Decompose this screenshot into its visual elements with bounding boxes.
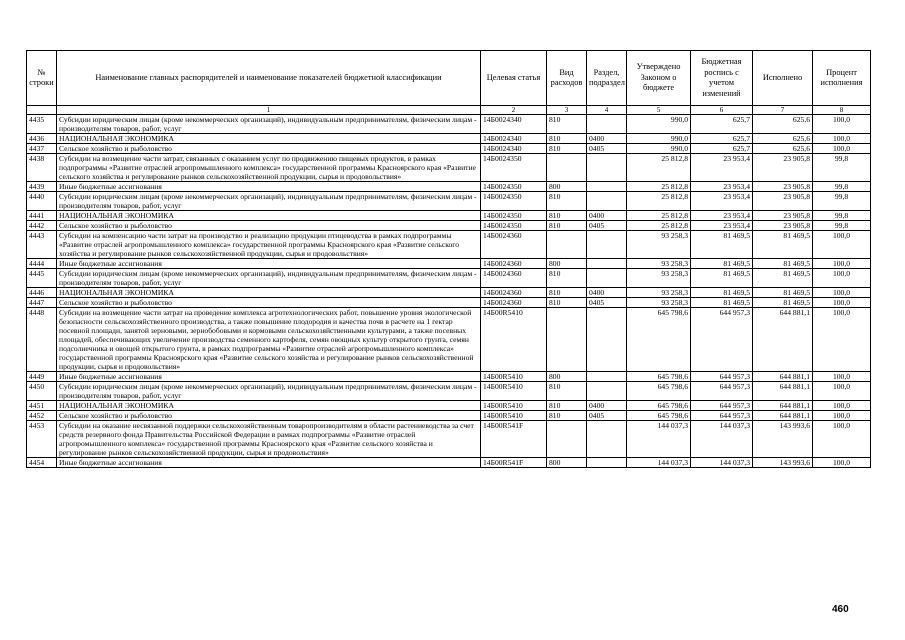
row-expense-type: 810 bbox=[547, 144, 587, 154]
row-percent: 100,0 bbox=[813, 269, 871, 288]
row-percent: 99,8 bbox=[813, 192, 871, 211]
row-number: 4437 bbox=[27, 144, 57, 154]
column-number: 4 bbox=[587, 106, 627, 115]
row-executed: 644 881,1 bbox=[753, 411, 813, 421]
row-executed: 625,6 bbox=[753, 134, 813, 144]
row-name: Субсидии юридическим лицам (кроме некоммерческих организаций), индивидуальным предпринимателям, физическим лицам - производителям товаров, работ, услуг bbox=[57, 269, 481, 288]
row-budget-schedule: 23 953,4 bbox=[691, 211, 753, 221]
row-name: Субсидии на компенсацию части затрат на производство и реализацию продукции птицеводства в рамках подпрограммы «Развитие отраслей агропромышленного комплекса» государственной программы Красноярского края «Развитие сельского хозяйства и регулирование рынков сельскохозяйственной продукции, сырья и продовольствия» bbox=[57, 231, 481, 259]
row-budget-schedule: 625,7 bbox=[691, 134, 753, 144]
row-section bbox=[587, 115, 627, 134]
row-target-article: 14Б00R5410 bbox=[481, 372, 547, 382]
row-expense-type bbox=[547, 231, 587, 259]
row-number: 4453 bbox=[27, 421, 57, 458]
row-budget-schedule: 625,7 bbox=[691, 115, 753, 134]
row-expense-type: 800 bbox=[547, 182, 587, 192]
row-executed: 644 881,1 bbox=[753, 401, 813, 411]
row-number: 4440 bbox=[27, 192, 57, 211]
row-section: 0405 bbox=[587, 411, 627, 421]
row-number: 4442 bbox=[27, 221, 57, 231]
row-percent: 100,0 bbox=[813, 288, 871, 298]
row-approved: 645 798,6 bbox=[627, 401, 691, 411]
column-number: 1 bbox=[57, 106, 481, 115]
row-budget-schedule: 644 957,3 bbox=[691, 372, 753, 382]
table-row bbox=[27, 458, 871, 468]
row-expense-type: 810 bbox=[547, 115, 587, 134]
row-section bbox=[587, 269, 627, 288]
table-row bbox=[27, 231, 871, 259]
row-executed: 81 469,5 bbox=[753, 288, 813, 298]
row-executed: 625,6 bbox=[753, 144, 813, 154]
table-row bbox=[27, 411, 871, 421]
table-row bbox=[27, 269, 871, 288]
row-name: Субсидии на возмещение части затрат, связанных с оказанием услуг по продвижению пищевых продуктов, в рамках подпрограммы «Развитие отраслей агропромышленного комплекса» государственной программы Красноярского края «Развитие сельского хозяйства и регулирование рынков сельскохозяйственной продукции, сырья и продовольствия» bbox=[57, 154, 481, 182]
row-executed: 23 905,8 bbox=[753, 211, 813, 221]
row-section: 0405 bbox=[587, 298, 627, 308]
row-expense-type: 810 bbox=[547, 411, 587, 421]
row-approved: 144 037,3 bbox=[627, 458, 691, 468]
row-approved: 93 258,3 bbox=[627, 288, 691, 298]
column-number-row bbox=[27, 106, 871, 115]
row-budget-schedule: 144 037,3 bbox=[691, 458, 753, 468]
row-number: 4452 bbox=[27, 411, 57, 421]
row-budget-schedule: 625,7 bbox=[691, 144, 753, 154]
row-number: 4451 bbox=[27, 401, 57, 411]
table-row bbox=[27, 192, 871, 211]
row-target-article: 14Б00R541F bbox=[481, 421, 547, 458]
row-target-article: 14Б0024350 bbox=[481, 221, 547, 231]
row-percent: 99,8 bbox=[813, 221, 871, 231]
header-executed: Исполнено bbox=[753, 51, 813, 106]
row-approved: 645 798,6 bbox=[627, 372, 691, 382]
header-name: Наименование главных распорядителей и наименование показателей бюджетной классификации bbox=[57, 51, 481, 106]
row-expense-type: 810 bbox=[547, 221, 587, 231]
row-percent: 100,0 bbox=[813, 458, 871, 468]
row-name: НАЦИОНАЛЬНАЯ ЭКОНОМИКА bbox=[57, 288, 481, 298]
row-budget-schedule: 644 957,3 bbox=[691, 401, 753, 411]
header-section: Раздел, подраздел bbox=[587, 51, 627, 106]
table-row bbox=[27, 154, 871, 182]
row-approved: 25 812,8 bbox=[627, 221, 691, 231]
row-section: 0400 bbox=[587, 134, 627, 144]
row-percent: 100,0 bbox=[813, 259, 871, 269]
row-expense-type: 810 bbox=[547, 269, 587, 288]
row-executed: 644 881,1 bbox=[753, 308, 813, 372]
row-executed: 644 881,1 bbox=[753, 372, 813, 382]
row-executed: 143 993,6 bbox=[753, 421, 813, 458]
row-target-article: 14Б0024350 bbox=[481, 182, 547, 192]
row-target-article: 14Б00R5410 bbox=[481, 411, 547, 421]
row-target-article: 14Б0024360 bbox=[481, 231, 547, 259]
row-section bbox=[587, 308, 627, 372]
row-name: НАЦИОНАЛЬНАЯ ЭКОНОМИКА bbox=[57, 401, 481, 411]
row-section bbox=[587, 154, 627, 182]
row-approved: 93 258,3 bbox=[627, 298, 691, 308]
row-budget-schedule: 644 957,3 bbox=[691, 308, 753, 372]
table-row bbox=[27, 298, 871, 308]
row-approved: 25 812,8 bbox=[627, 154, 691, 182]
row-expense-type bbox=[547, 308, 587, 372]
row-section bbox=[587, 192, 627, 211]
row-budget-schedule: 644 957,3 bbox=[691, 382, 753, 401]
row-executed: 143 993,6 bbox=[753, 458, 813, 468]
row-approved: 25 812,8 bbox=[627, 182, 691, 192]
row-section bbox=[587, 182, 627, 192]
row-target-article: 14Б00R5410 bbox=[481, 382, 547, 401]
row-percent: 100,0 bbox=[813, 144, 871, 154]
row-name: Иные бюджетные ассигнования bbox=[57, 259, 481, 269]
column-number bbox=[27, 106, 57, 115]
table-row bbox=[27, 259, 871, 269]
table-row bbox=[27, 221, 871, 231]
row-executed: 625,6 bbox=[753, 115, 813, 134]
row-executed: 23 905,8 bbox=[753, 154, 813, 182]
row-number: 4443 bbox=[27, 231, 57, 259]
row-expense-type bbox=[547, 421, 587, 458]
row-budget-schedule: 81 469,5 bbox=[691, 288, 753, 298]
header-target-article: Целевая статья bbox=[481, 51, 547, 106]
row-budget-schedule: 23 953,4 bbox=[691, 154, 753, 182]
row-approved: 990,0 bbox=[627, 144, 691, 154]
row-number: 4438 bbox=[27, 154, 57, 182]
table-row bbox=[27, 115, 871, 134]
row-approved: 144 037,3 bbox=[627, 421, 691, 458]
row-percent: 99,8 bbox=[813, 154, 871, 182]
row-target-article: 14Б0024350 bbox=[481, 154, 547, 182]
row-expense-type: 810 bbox=[547, 401, 587, 411]
column-number: 6 bbox=[691, 106, 753, 115]
row-percent: 100,0 bbox=[813, 115, 871, 134]
row-approved: 990,0 bbox=[627, 134, 691, 144]
row-executed: 23 905,8 bbox=[753, 182, 813, 192]
row-approved: 93 258,3 bbox=[627, 259, 691, 269]
table-row bbox=[27, 401, 871, 411]
row-executed: 81 469,5 bbox=[753, 259, 813, 269]
row-target-article: 14Б0024360 bbox=[481, 259, 547, 269]
row-expense-type: 800 bbox=[547, 372, 587, 382]
row-target-article: 14Б0024340 bbox=[481, 115, 547, 134]
row-expense-type: 810 bbox=[547, 298, 587, 308]
row-target-article: 14Б0024340 bbox=[481, 134, 547, 144]
row-target-article: 14Б00R5410 bbox=[481, 401, 547, 411]
row-expense-type: 810 bbox=[547, 288, 587, 298]
row-executed: 81 469,5 bbox=[753, 231, 813, 259]
row-approved: 93 258,3 bbox=[627, 231, 691, 259]
column-number: 5 bbox=[627, 106, 691, 115]
row-executed: 81 469,5 bbox=[753, 298, 813, 308]
row-section bbox=[587, 372, 627, 382]
row-budget-schedule: 23 953,4 bbox=[691, 192, 753, 211]
row-number: 4441 bbox=[27, 211, 57, 221]
row-percent: 100,0 bbox=[813, 308, 871, 372]
row-target-article: 14Б0024350 bbox=[481, 192, 547, 211]
row-expense-type: 810 bbox=[547, 134, 587, 144]
row-number: 4447 bbox=[27, 298, 57, 308]
row-number: 4449 bbox=[27, 372, 57, 382]
header-budget-schedule: Бюджетная роспись с учетом изменений bbox=[691, 51, 753, 106]
row-approved: 645 798,6 bbox=[627, 308, 691, 372]
row-percent: 100,0 bbox=[813, 401, 871, 411]
row-percent: 100,0 bbox=[813, 372, 871, 382]
row-expense-type: 800 bbox=[547, 259, 587, 269]
row-name: Субсидии юридическим лицам (кроме некоммерческих организаций), индивидуальным предпринимателям, физическим лицам - производителям товаров, работ, услуг bbox=[57, 382, 481, 401]
row-number: 4445 bbox=[27, 269, 57, 288]
row-approved: 645 798,6 bbox=[627, 411, 691, 421]
row-budget-schedule: 81 469,5 bbox=[691, 231, 753, 259]
table-row bbox=[27, 372, 871, 382]
header-row bbox=[27, 51, 871, 106]
row-name: Иные бюджетные ассигнования bbox=[57, 372, 481, 382]
row-section bbox=[587, 382, 627, 401]
row-percent: 100,0 bbox=[813, 411, 871, 421]
row-approved: 93 258,3 bbox=[627, 269, 691, 288]
row-target-article: 14Б0024340 bbox=[481, 144, 547, 154]
column-number: 3 bbox=[547, 106, 587, 115]
row-target-article: 14Б00R541F bbox=[481, 458, 547, 468]
row-name: НАЦИОНАЛЬНАЯ ЭКОНОМИКА bbox=[57, 134, 481, 144]
row-percent: 99,8 bbox=[813, 211, 871, 221]
row-approved: 645 798,6 bbox=[627, 382, 691, 401]
table-row bbox=[27, 382, 871, 401]
row-percent: 100,0 bbox=[813, 421, 871, 458]
row-executed: 81 469,5 bbox=[753, 269, 813, 288]
row-name: НАЦИОНАЛЬНАЯ ЭКОНОМИКА bbox=[57, 211, 481, 221]
table-row bbox=[27, 421, 871, 458]
table-row bbox=[27, 288, 871, 298]
row-number: 4439 bbox=[27, 182, 57, 192]
row-expense-type: 810 bbox=[547, 192, 587, 211]
table-row bbox=[27, 182, 871, 192]
row-section: 0400 bbox=[587, 211, 627, 221]
row-approved: 25 812,8 bbox=[627, 192, 691, 211]
row-budget-schedule: 644 957,3 bbox=[691, 411, 753, 421]
row-budget-schedule: 81 469,5 bbox=[691, 259, 753, 269]
row-expense-type bbox=[547, 154, 587, 182]
row-number: 4446 bbox=[27, 288, 57, 298]
row-name: Субсидии юридическим лицам (кроме некоммерческих организаций), индивидуальным предпринимателям, физическим лицам - производителям товаров, работ, услуг bbox=[57, 192, 481, 211]
page-number: 460 bbox=[832, 604, 849, 615]
row-budget-schedule: 144 037,3 bbox=[691, 421, 753, 458]
row-target-article: 14Б0024350 bbox=[481, 211, 547, 221]
table-row bbox=[27, 308, 871, 372]
row-expense-type: 800 bbox=[547, 458, 587, 468]
row-section: 0400 bbox=[587, 401, 627, 411]
table-row bbox=[27, 134, 871, 144]
table-row bbox=[27, 144, 871, 154]
row-section bbox=[587, 231, 627, 259]
budget-table bbox=[26, 50, 871, 468]
row-percent: 100,0 bbox=[813, 382, 871, 401]
column-number: 7 bbox=[753, 106, 813, 115]
row-section bbox=[587, 259, 627, 269]
table-row bbox=[27, 211, 871, 221]
row-section bbox=[587, 421, 627, 458]
row-percent: 100,0 bbox=[813, 134, 871, 144]
row-target-article: 14Б0024360 bbox=[481, 288, 547, 298]
row-executed: 644 881,1 bbox=[753, 382, 813, 401]
header-approved: Утверждено Законом о бюджете bbox=[627, 51, 691, 106]
row-percent: 100,0 bbox=[813, 298, 871, 308]
row-number: 4435 bbox=[27, 115, 57, 134]
row-percent: 99,8 bbox=[813, 182, 871, 192]
row-name: Сельское хозяйство и рыболовство bbox=[57, 144, 481, 154]
row-budget-schedule: 81 469,5 bbox=[691, 298, 753, 308]
row-name: Субсидии юридическим лицам (кроме некоммерческих организаций), индивидуальным предпринимателям, физическим лицам - производителям товаров, работ, услуг bbox=[57, 115, 481, 134]
row-number: 4444 bbox=[27, 259, 57, 269]
row-number: 4454 bbox=[27, 458, 57, 468]
row-name: Субсидии на возмещение части затрат на проведение комплекса агротехнологических работ, повышение уровня экологической безопасности сельскохозяйственного производства, а также повышение плодородия и качества почв в расчете на 1 гектар посевной площади, занятой зерновыми, зернобобовыми и кормовыми сельскохозяйственными культурами, а также посевных площадей, обеспечивающих увеличение производства семенного картофеля, семян овощных культур открытого грунта, семян подсолнечника и овощей открытого грунта, в рамках подпрограммы «Развитие отраслей агропромышленного комплекса» государственной программы Красноярского края «Развитие сельского хозяйства и регулирование рынков сельскохозяйственной продукции, сырья и продовольствия» bbox=[57, 308, 481, 372]
row-number: 4436 bbox=[27, 134, 57, 144]
header-expense-type: Вид расходов bbox=[547, 51, 587, 106]
header-percent: Процент исполнения bbox=[813, 51, 871, 106]
row-approved: 25 812,8 bbox=[627, 211, 691, 221]
row-name: Субсидии на оказание несвязанной поддержки сельскохозяйственным товаропроизводителям в области растениеводства за счет средств резервного фонда Правительства Российской Федерации в рамках подпрограммы «Развитие отраслей агропромышленного комплекса» государственной программы Красноярского края «Развитие сельского хозяйства и регулирование рынков сельскохозяйственной продукции, сырья и продовольствия» bbox=[57, 421, 481, 458]
row-name: Сельское хозяйство и рыболовство bbox=[57, 298, 481, 308]
row-budget-schedule: 81 469,5 bbox=[691, 269, 753, 288]
row-section bbox=[587, 458, 627, 468]
row-executed: 23 905,8 bbox=[753, 221, 813, 231]
row-percent: 100,0 bbox=[813, 231, 871, 259]
row-section: 0405 bbox=[587, 144, 627, 154]
header-row-number: № строки bbox=[27, 51, 57, 106]
row-expense-type: 810 bbox=[547, 211, 587, 221]
row-expense-type: 810 bbox=[547, 382, 587, 401]
row-name: Иные бюджетные ассигнования bbox=[57, 182, 481, 192]
row-section: 0405 bbox=[587, 221, 627, 231]
row-number: 4450 bbox=[27, 382, 57, 401]
row-number: 4448 bbox=[27, 308, 57, 372]
row-name: Сельское хозяйство и рыболовство bbox=[57, 221, 481, 231]
row-name: Сельское хозяйство и рыболовство bbox=[57, 411, 481, 421]
row-section: 0400 bbox=[587, 288, 627, 298]
column-number: 8 bbox=[813, 106, 871, 115]
row-approved: 990,0 bbox=[627, 115, 691, 134]
row-target-article: 14Б0024360 bbox=[481, 269, 547, 288]
row-budget-schedule: 23 953,4 bbox=[691, 221, 753, 231]
row-target-article: 14Б0024360 bbox=[481, 298, 547, 308]
row-target-article: 14Б00R5410 bbox=[481, 308, 547, 372]
row-executed: 23 905,8 bbox=[753, 192, 813, 211]
row-name: Иные бюджетные ассигнования bbox=[57, 458, 481, 468]
column-number: 2 bbox=[481, 106, 547, 115]
row-budget-schedule: 23 953,4 bbox=[691, 182, 753, 192]
